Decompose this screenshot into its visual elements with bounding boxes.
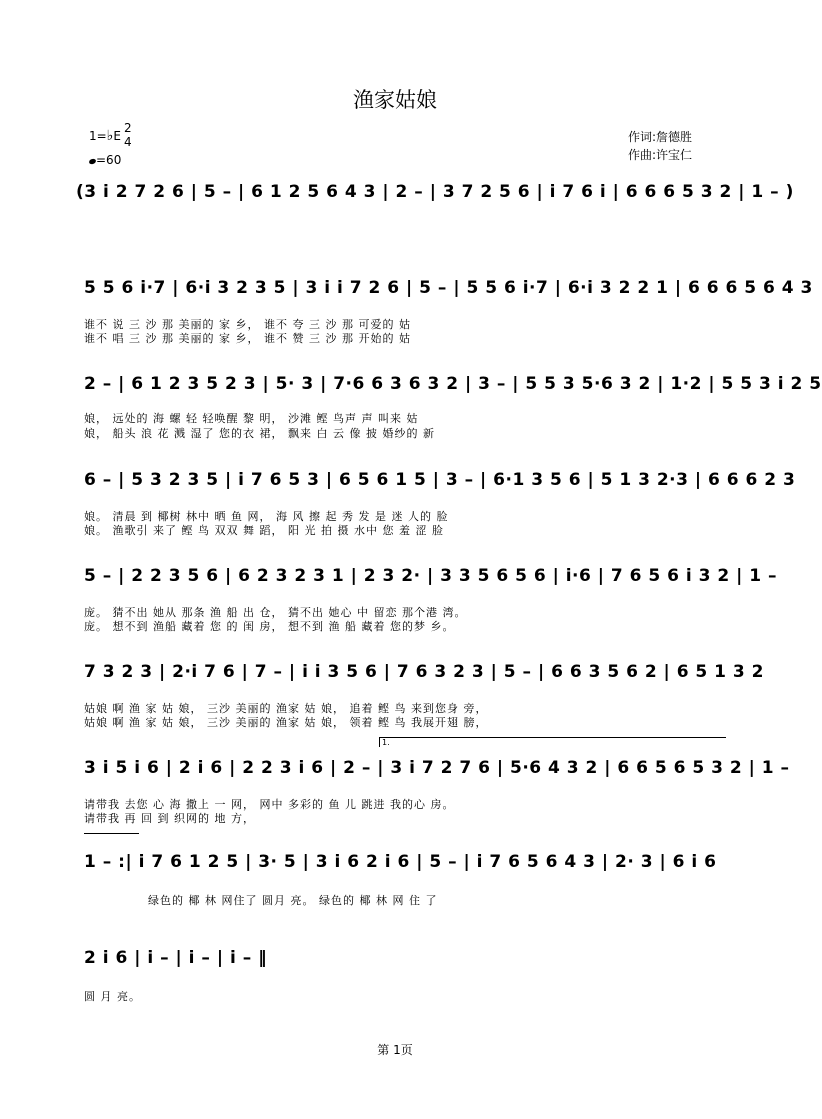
notation-line-3: 6 – | 5 3 2 3 5 | i 7 6 5 3 | 6 5 6 1 5 | 3 – | 6·1 3 5 6 | 5 1 3 2·3 | 6 6 6 2 3 [84, 470, 796, 490]
volta-label: 1. [382, 738, 390, 747]
key-note: E [113, 129, 121, 143]
notation-line-2: 2 – | 6 1 2 3 5 2 3 | 5· 3 | 7·6 6 3 6 3 2 | 3 – | 5 5 3 5·6 3 2 | 1·2 | 5 5 3 i 2 5 [84, 374, 822, 394]
notation-line-1: 5 5 6 i·7 | 6·i 3 2 3 5 | 3 i i 7 2 6 | 5 – | 5 5 6 i·7 | 6·i 3 2 2 1 | 6 6 6 5 6 4 3 [84, 278, 813, 298]
volta-bracket-hook [379, 737, 380, 747]
key-signature [89, 128, 121, 144]
lyric-line-6a: 请带我 去您 心 海 撒上 一 网， 网中 多彩的 鱼 儿 跳进 我的心 房。 [84, 798, 455, 811]
tempo-marking [89, 153, 121, 167]
page-number: 第 1页 [377, 1043, 413, 1057]
notation-line-7: 1 – :| i 7 6 1 2 5 | 3· 5 | 3 i 6 2 i 6 | 5 – | i 7 6 5 6 4 3 | 2· 3 | 6 i 6 [84, 852, 717, 872]
lyric-line-5a: 姑娘 啊 渔 家 姑 娘， 三沙 美丽的 渔家 姑 娘， 追着 鲣 鸟 来到您身 旁， [84, 702, 488, 715]
lyric-line-3b: 娘。 渔歌引 来了 鲣 鸟 双双 舞 蹈， 阳 光 拍 摄 水中 您 羞 涩 脸 [84, 524, 444, 537]
key-prefix: 1= [89, 129, 107, 143]
time-signature [124, 121, 132, 149]
composer-credit: 作曲:许宝仁 [628, 148, 693, 162]
lyric-line-1b: 谁不 唱 三 沙 那 美丽的 家 乡， 谁不 赞 三 沙 那 开始的 姑 [84, 332, 411, 345]
notation-line-5: 7 3 2 3 | 2·i 7 6 | 7 – | i i 3 5 6 | 7 6 3 2 3 | 5 – | 6 6 3 5 6 2 | 6 5 1 3 2 [84, 662, 765, 682]
notation-line-6: 3 i 5 i 6 | 2 i 6 | 2 2 3 i 6 | 2 – | 3 i 7 2 7 6 | 5·6 4 3 2 | 6 6 5 6 5 3 2 | 1 – [84, 758, 790, 778]
lyric-line-5b: 姑娘 啊 渔 家 姑 娘， 三沙 美丽的 渔家 姑 娘， 领着 鲣 鸟 我展开翅 膀， [84, 716, 488, 729]
volta-bracket [379, 737, 726, 738]
time-top: 2 [124, 121, 132, 135]
lyric-line-7a: 绿色的 椰 林 网住了 圆月 亮。 绿色的 椰 林 网 住 了 [148, 894, 438, 907]
lyric-line-2b: 娘， 船头 浪 花 溅 湿了 您的衣 裙， 飘来 白 云 像 披 婚纱的 新 [84, 427, 435, 440]
ending-bracket [84, 833, 139, 834]
time-bottom: 4 [124, 135, 132, 149]
lyric-line-4b: 庞。 想不到 渔船 藏着 您 的 闺 房， 想不到 渔 船 藏着 您的梦 乡。 [84, 620, 455, 633]
lyric-line-6b: 请带我 再 回 到 织网的 地 方， [84, 812, 255, 825]
tempo-value: =60 [96, 153, 122, 167]
lyric-line-2a: 娘， 远处的 海 螺 轻 轻唤醒 黎 明， 沙滩 鲣 鸟声 声 叫来 姑 [84, 412, 419, 425]
lyric-line-8a: 圆 月 亮。 [84, 990, 141, 1003]
notation-line-4: 5 – | 2 2 3 5 6 | 6 2 3 2 3 1 | 2 3 2· | 3 3 5 6 5 6 | i·6 | 7 6 5 6 i 3 2 | 1 – [84, 566, 777, 586]
intro-notation: (3 i 2 7 2 6 | 5 – | 6 1 2 5 6 4 3 | 2 – | 3 7 2 5 6 | i 7 6 i | 6 6 6 5 3 2 | 1 – ) [76, 182, 794, 202]
lyric-line-1a: 谁不 说 三 沙 那 美丽的 家 乡， 谁不 夸 三 沙 那 可爱的 姑 [84, 318, 411, 331]
notation-line-8: 2 i 6 | i – | i – | i – ‖ [84, 948, 268, 968]
flat-sign: ♭ [106, 128, 114, 144]
lyric-line-4a: 庞。 猜不出 她从 那条 渔 船 出 仓， 猜不出 她心 中 留恋 那个港 湾。 [84, 606, 467, 619]
song-title: 渔家姑娘 [353, 88, 437, 112]
lyricist-credit: 作词:詹德胜 [628, 130, 693, 144]
lyric-line-3a: 娘。 清晨 到 椰树 林中 晒 鱼 网， 海 风 擦 起 秀 发 是 迷 人的 脸 [84, 510, 449, 523]
